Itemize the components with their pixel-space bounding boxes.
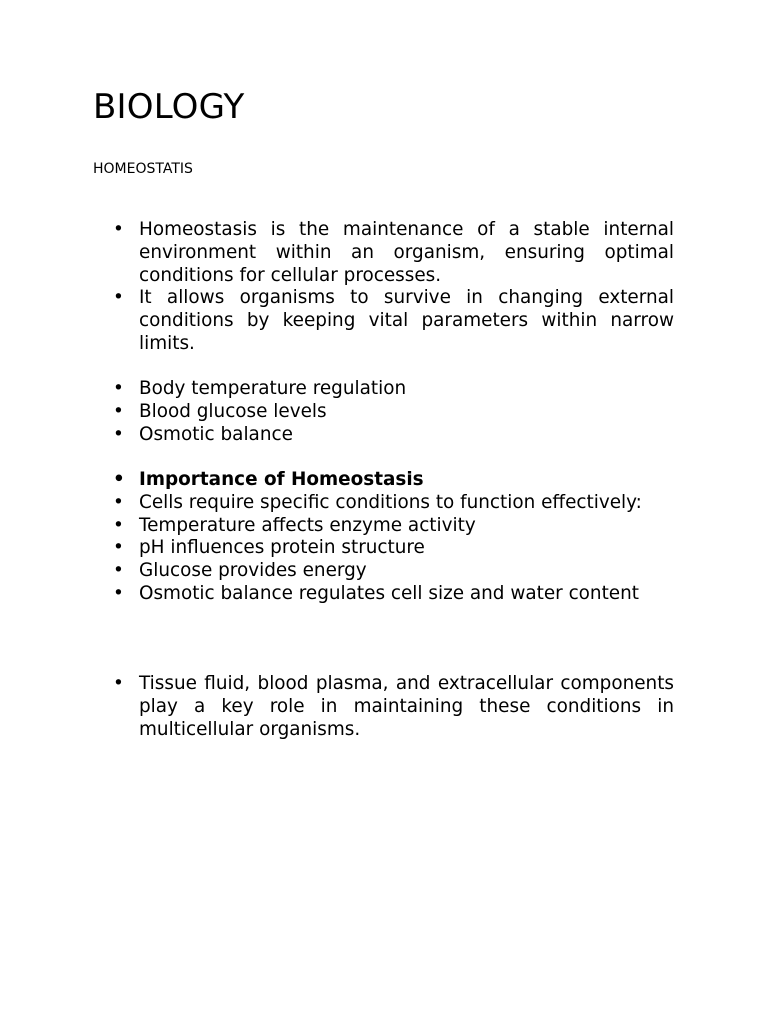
bullet-list-definition [93, 219, 674, 356]
list-item: • Osmotic balance [93, 424, 674, 447]
list-item: • Body temperature regulation [93, 378, 674, 401]
document-subtitle: HOMEOSTATIS [93, 161, 193, 177]
list-item: • Homeostasis is the maintenance of a stable internal environment within an organism, ensuring optimal conditions for cellular processes. [93, 219, 674, 287]
list-item: • Osmotic balance regulates cell size and water content [93, 583, 674, 606]
document-title: BIOLOGY [93, 87, 245, 127]
list-item: • It allows organisms to survive in changing external conditions by keeping vital parameters within narrow limits. [93, 287, 674, 355]
list-item: • pH influences protein structure [93, 537, 674, 560]
list-item: • Blood glucose levels [93, 401, 674, 424]
bullet-list-importance [93, 469, 674, 606]
list-item: • Cells require specific conditions to function effectively: [93, 492, 674, 515]
list-item: • Tissue fluid, blood plasma, and extracellular components play a key role in maintaining these conditions in multicellular organisms. [93, 673, 674, 741]
list-item: • Temperature affects enzyme activity [93, 515, 674, 538]
list-item: • Glucose provides energy [93, 560, 674, 583]
bullet-list-parameters [93, 378, 674, 446]
list-item-heading: • Importance of Homeostasis [93, 469, 674, 492]
bullet-list-tissue [93, 673, 674, 741]
